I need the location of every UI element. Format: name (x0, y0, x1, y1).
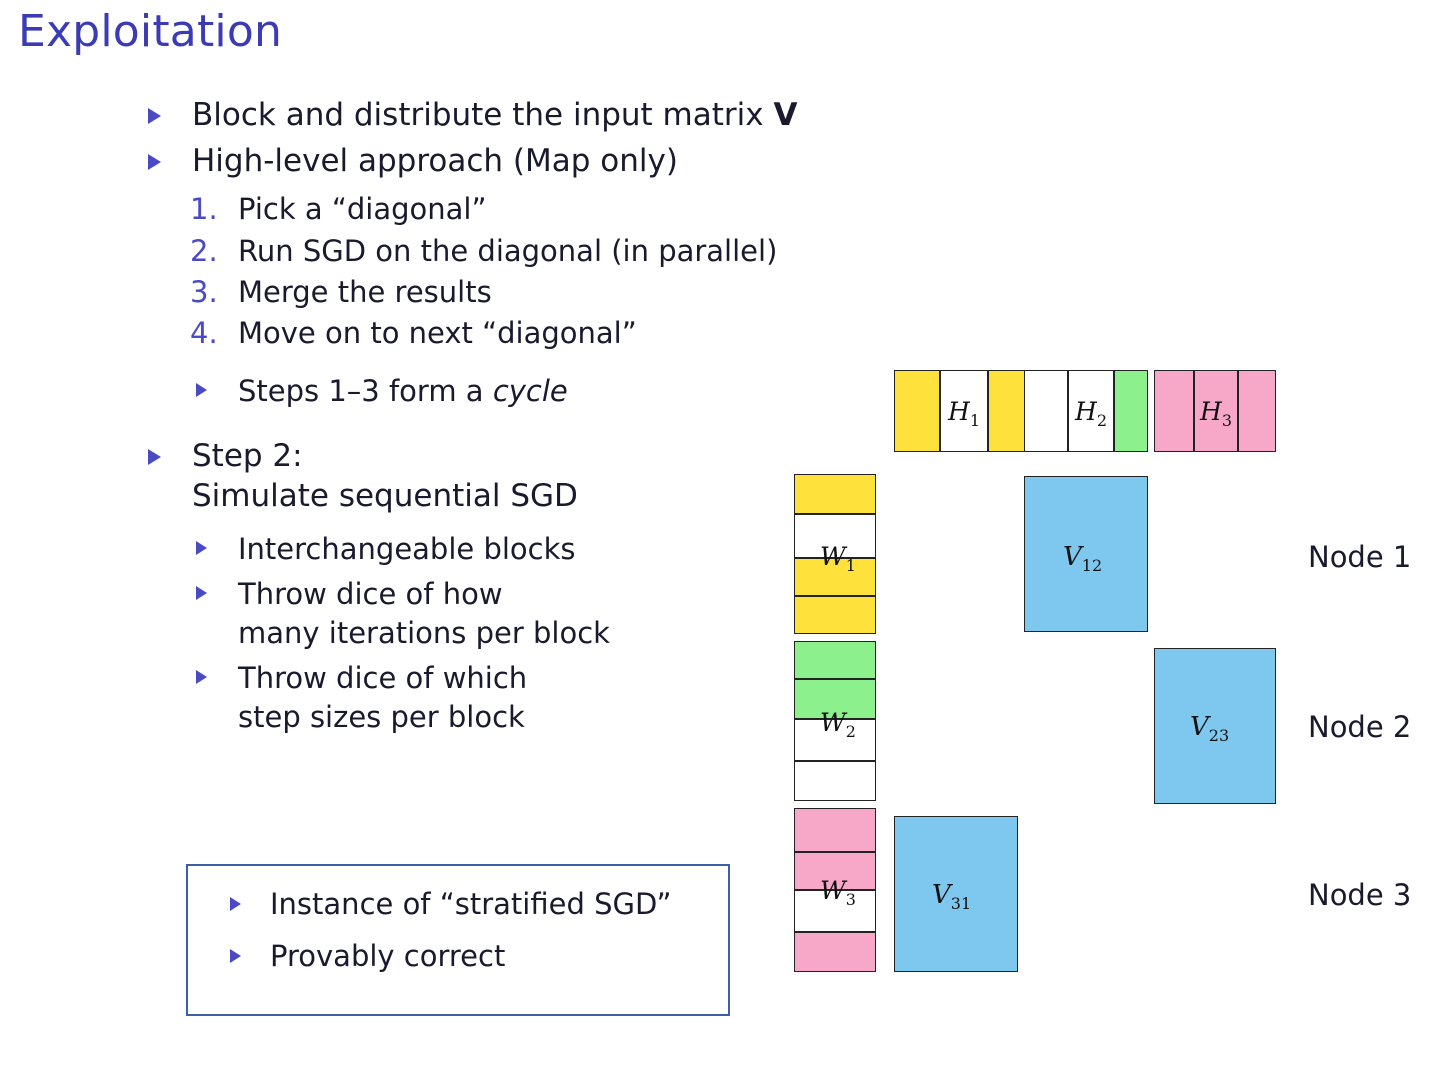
h1-label: $H_1$ (948, 397, 980, 430)
bullet-text-line1: Throw dice of how (238, 577, 503, 612)
w3-cell-1 (794, 808, 876, 852)
page-title: Exploitation (18, 6, 283, 57)
h2-cell-left (1024, 370, 1068, 452)
step-number: 1. (190, 192, 218, 227)
triangle-bullet-icon (230, 897, 241, 911)
bullet-stratified-sgd (188, 886, 728, 924)
list-item (140, 231, 900, 272)
h3-cell-left (1154, 370, 1194, 452)
triangle-bullet-icon (196, 670, 207, 684)
bullet-text: Instance of “stratified SGD” (270, 887, 672, 921)
step-text: Run SGD on the diagonal (in parallel) (238, 233, 778, 268)
w2-label: $W_2$ (820, 708, 856, 741)
h2-cell-right (1114, 370, 1148, 452)
triangle-bullet-icon (230, 949, 241, 963)
h3-label: $H_3$ (1200, 397, 1232, 430)
step-number: 4. (190, 315, 218, 350)
w3-label: $W_3$ (820, 876, 856, 909)
w1-cell-1 (794, 474, 876, 514)
triangle-bullet-icon (148, 449, 161, 465)
v12-label: $V_{12}$ (1063, 542, 1103, 576)
step-text: Merge the results (238, 274, 492, 309)
triangle-bullet-icon (196, 383, 207, 397)
h2-label: $H_2$ (1075, 397, 1107, 430)
numbered-steps-list (140, 189, 900, 354)
w2-cell-4 (794, 761, 876, 801)
w1-label: $W_1$ (820, 542, 856, 575)
v23-label: $V_{23}$ (1190, 712, 1230, 746)
v31-label: $V_{31}$ (932, 880, 972, 914)
step-text: Pick a “diagonal” (238, 192, 487, 227)
bullet-text-line2: step sizes per block (238, 699, 525, 734)
w3-cell-4 (794, 932, 876, 972)
w2-cell-1 (794, 641, 876, 679)
list-item (140, 313, 900, 354)
bullet-text-line2: many iterations per block (238, 615, 610, 650)
triangle-bullet-icon (148, 154, 161, 170)
node-3-label: Node 3 (1308, 878, 1412, 912)
bullet-text-line1: Throw dice of which (238, 660, 528, 695)
cycle-text: Steps 1–3 form a (238, 374, 493, 409)
step2-line2: Simulate sequential SGD (192, 477, 578, 514)
bullet-text: Interchangeable blocks (238, 532, 576, 567)
highlight-box (186, 864, 730, 1016)
list-item (140, 272, 900, 313)
triangle-bullet-icon (196, 586, 207, 600)
bullet-block-distribute (140, 96, 900, 136)
h3-cell-right (1238, 370, 1276, 452)
w1-cell-4 (794, 596, 876, 634)
step2-line1: Step 2: (192, 437, 303, 474)
cycle-emphasis: cycle (492, 374, 568, 409)
step-number: 3. (190, 274, 218, 309)
bullet-provably-correct (188, 938, 728, 976)
triangle-bullet-icon (196, 541, 207, 555)
h1-cell-left (894, 370, 940, 452)
node-1-label: Node 1 (1308, 540, 1412, 574)
node-2-label: Node 2 (1308, 710, 1412, 744)
list-item (140, 189, 900, 230)
step-text: Move on to next “diagonal” (238, 315, 637, 350)
bullet-high-level-approach (140, 142, 900, 182)
bullet-text: High-level approach (Map only) (192, 142, 678, 179)
step-number: 2. (190, 233, 218, 268)
triangle-bullet-icon (148, 108, 161, 124)
matrix-blocking-diagram (780, 360, 1420, 1000)
bullet-text: Block and distribute the input matrix (192, 97, 774, 133)
matrix-v-symbol: V (773, 97, 798, 133)
bullet-text: Provably correct (270, 938, 506, 973)
